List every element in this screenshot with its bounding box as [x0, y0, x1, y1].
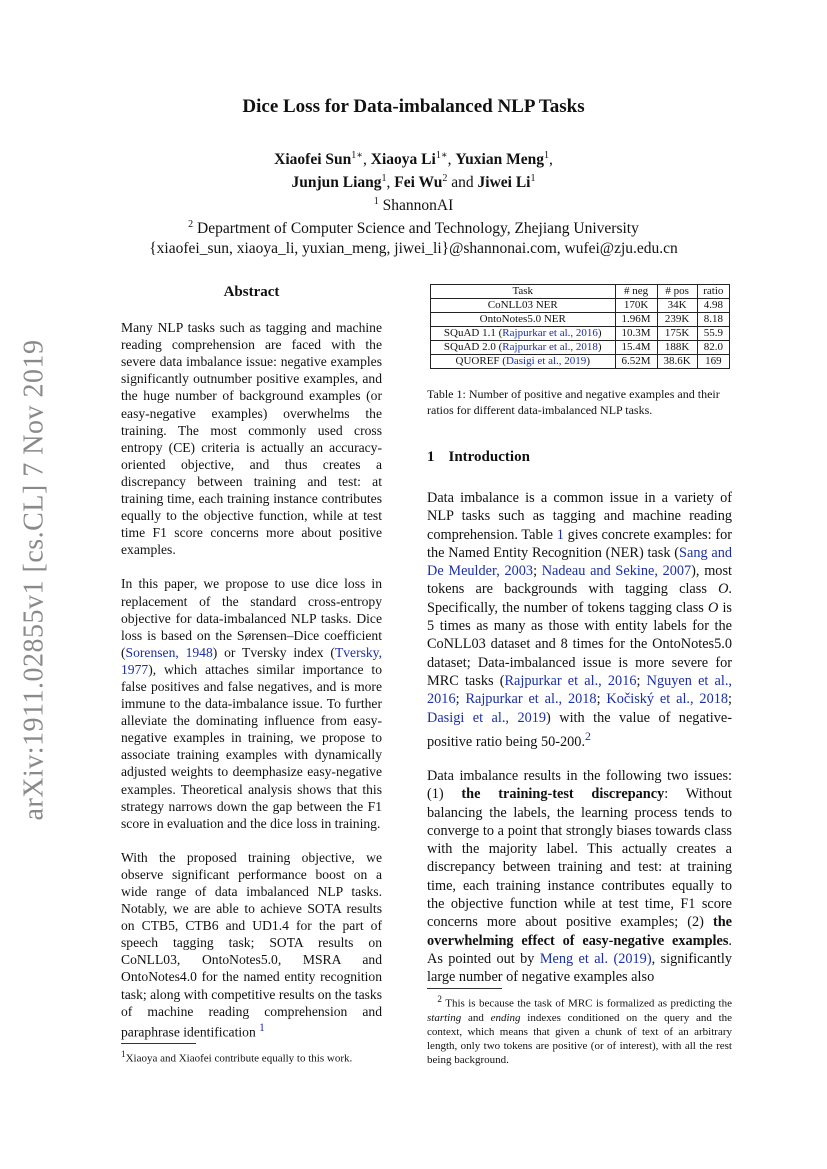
task-name: SQuAD 2.0 (	[443, 341, 503, 353]
text-span: ;	[728, 691, 732, 708]
neg-cell: 6.52M	[615, 355, 657, 369]
citation-link[interactable]: Sang and De Meulder, 2003	[427, 544, 733, 580]
table-header-row	[431, 285, 730, 299]
text-span: is 5 times as many as those with entity labels for the CoNLL03 dataset and 8 times for the OntoNotes5.0 dataset; Data-imbalanced issue is more severe for MRC tasks (	[427, 599, 732, 689]
text-span: . As pointed out by	[427, 932, 732, 967]
author-mark: 1∗	[435, 150, 448, 161]
author-name: Xiaoya Li	[370, 151, 436, 169]
footnote-2	[427, 992, 732, 1067]
pos-cell: 188K	[657, 341, 697, 355]
data-table	[430, 284, 730, 369]
citation-link[interactable]: Nguyen et al., 2016	[427, 672, 733, 708]
text-span: ) or Tversky index (	[212, 644, 335, 660]
footnote-text: indexes conditioned on the query and the context, which means that given a chunk of text of an arbitrary length, only two tokens are positive (or of interest), with all the rest being background.	[427, 1011, 733, 1066]
section-number: 1	[427, 449, 435, 465]
paren: )	[586, 355, 590, 367]
author-name: Yuxian Meng	[455, 151, 544, 169]
text-span: gives concrete examples: for the Named Entity Recognition (NER) task (	[427, 526, 732, 561]
citation-link[interactable]: Rajpurkar et al., 2018	[465, 691, 597, 708]
and-word: and	[451, 174, 474, 192]
footnote-text: This is because the task of MRC is formalized as predicting the	[445, 997, 732, 1010]
math-symbol: O	[718, 581, 729, 598]
citation-link[interactable]: Tversky, 1977	[121, 644, 382, 677]
abstract-paragraph-1: Many NLP tasks such as tagging and machine reading comprehension are faced with the severe data imbalance issue: negative examples significantly outnumber positive examples, and the huge number of background examples (or easy-negative examples) overwhelms the training. The most commonly used cross entropy (CE) criteria is actually an accuracy-oriented objective, and thus creates a discrepancy between training and test: at training time, each training instance contributes equally to the objective function, while at test time F1 score concerns more about positive examples.	[121, 320, 382, 558]
text-span: Data imbalance results in the following two issues: (1)	[427, 767, 732, 803]
text-span: In this paper, we propose to use dice loss in replacement of the standard cross-entropy objective for data-imbalanced NLP tasks. Dice loss is based on the Sørensen–Dice coefficient (	[121, 576, 382, 660]
abstract-paragraph-2	[121, 575, 382, 831]
column-header: ratio	[697, 285, 729, 299]
ratio-cell: 8.18	[697, 313, 729, 327]
text-span: ;	[596, 691, 607, 708]
italic-term: ending	[490, 1011, 521, 1024]
text-span: ;	[636, 672, 647, 689]
citation-link[interactable]: Rajpurkar et al., 2018	[502, 341, 598, 353]
footnote-mark: 2	[437, 994, 442, 1004]
ratio-cell: 169	[697, 355, 729, 369]
text-span: With the proposed training objective, we observe significant performance boost on a wide range of data imbalanced NLP tasks. Notably, we are able to achieve SOTA results on CTB5, CTB6 and UD1.4 for the part of speech tagging task; SOTA results on CoNLL03, OntoNotes5.0, MSRA and OntoNotes4.0 for the named entity recognition task; along with competitive results on the tasks of machine reading comprehension and paraphrase identification	[121, 849, 382, 1040]
paren: )	[597, 327, 602, 339]
author-name: Xiaofei Sun	[274, 151, 352, 169]
author-line-2: Junjun Liang$^1$, Fei Wu$^2$ and Jiwei Li$^1$	[291, 173, 536, 192]
table-row	[431, 313, 730, 327]
pos-cell: 38.6K	[657, 355, 697, 369]
citation-link[interactable]: Sorensen, 1948	[125, 644, 213, 660]
affiliation-name: ShannonAI	[382, 197, 454, 215]
table-row	[431, 355, 730, 369]
citation-link[interactable]: Rajpurkar et al., 2016	[502, 327, 598, 339]
ratio-cell: 82.0	[697, 341, 729, 355]
text-span: , significantly large number of negative examples also	[427, 950, 733, 986]
author-mark: 1	[530, 173, 536, 185]
pos-cell: 239K	[657, 313, 697, 327]
text-span: ), which attaches similar importance to false positives and false negatives, and is more immune to the data-imbalance issue. To further alleviate the dominating influence from easy-negative examples in training, we propose to associate training examples with dynamically adjusted weights to deemphasize easy-negative examples. Theoretical analysis shows that this strategy narrows down the gap between the F1 score in evaluation and the dice loss in training.	[121, 661, 382, 831]
italic-term: starting	[427, 1011, 462, 1024]
footnote-divider	[121, 1043, 196, 1044]
task-cell	[431, 327, 616, 341]
neg-cell: 170K	[615, 299, 657, 313]
table-row	[431, 327, 730, 341]
author-mark: 1∗	[351, 150, 364, 161]
section-heading	[427, 449, 530, 466]
task-cell	[431, 313, 616, 327]
author-name: Jiwei Li	[477, 174, 531, 192]
author-name: Fei Wu	[394, 174, 443, 192]
task-cell	[431, 299, 616, 313]
task-name: CoNLL03 NER	[487, 299, 558, 311]
column-header: Task	[431, 285, 616, 299]
task-cell	[431, 355, 616, 369]
footnote-text: and	[461, 1011, 491, 1024]
affiliation-1	[0, 192, 827, 215]
neg-cell: 15.4M	[615, 341, 657, 355]
task-name: QUOREF (	[455, 355, 506, 367]
text-span: ;	[455, 691, 466, 708]
table-1	[430, 284, 730, 369]
task-name: SQuAD 1.1 (	[443, 327, 503, 339]
footnote-1	[121, 1047, 391, 1066]
table-link[interactable]: 1	[556, 526, 564, 543]
neg-cell: 10.3M	[615, 327, 657, 341]
arxiv-id: arXiv:1911.02855v1 [cs.CL] 7 Nov 2019	[18, 339, 49, 821]
author-line-1: Xiaofei Sun$^{1∗}$, Xiaoya $Li^{1∗}$, Yuxian Meng$^1$,	[274, 150, 553, 169]
table-row	[431, 299, 730, 313]
text-span: ), most tokens are backgrounds with tagging class	[427, 563, 732, 598]
citation-link[interactable]: Dasigi et al., 2019	[427, 709, 547, 726]
footnote-divider	[427, 988, 502, 989]
neg-cell: 1.96M	[615, 313, 657, 327]
text-span: : Without balancing the labels, the learning process tends to converge to a point that strongly biases towards class with the majority label. This actually creates a discrepancy between training and test: at training time, each training instance contributes equally to the objective function while at test time, F1 score concerns more about positive examples; (2)	[427, 786, 732, 931]
author-mark: 1	[381, 173, 387, 185]
text-span: ;	[533, 563, 542, 580]
task-name: OntoNotes5.0 NER	[479, 313, 566, 325]
arxiv-watermark	[10, 300, 58, 860]
table-row	[431, 341, 730, 355]
column-header: # neg	[615, 285, 657, 299]
ratio-cell: 55.9	[697, 327, 729, 341]
author-name: Junjun Liang	[291, 174, 382, 192]
ratio-cell: 4.98	[697, 299, 729, 313]
affiliation-mark: 1	[373, 196, 379, 208]
author-mark: 1	[543, 150, 549, 161]
citation-link[interactable]: Dasigi et al., 2019	[505, 355, 587, 367]
citation-link[interactable]: Nadeau and Sekine, 2007	[541, 563, 692, 580]
citation-link[interactable]: Kočiský et al., 2018	[606, 691, 729, 708]
bold-term: the training-test discrepancy	[461, 786, 665, 803]
affiliation-2	[0, 215, 827, 238]
column-header: # pos	[657, 285, 697, 299]
task-cell	[431, 341, 616, 355]
text-span: Data imbalance is a common issue in a variety of NLP tasks such as tagging and machine reading comprehension. Table	[427, 490, 732, 543]
footnote-text: Xiaoya and Xiaofei contribute equally to this work.	[125, 1052, 353, 1065]
text-span: ) with the value of negative-positive ratio being 50-200.	[427, 709, 732, 750]
introduction-section	[427, 489, 732, 1002]
paren: )	[597, 341, 602, 353]
abstract-section	[121, 284, 382, 1057]
author-mark: 2	[442, 173, 448, 185]
bold-term: the overwhelming effect of easy-negative examples	[427, 914, 732, 949]
intro-paragraph-1	[427, 489, 732, 751]
footnote-link[interactable]: 1	[259, 1021, 265, 1034]
table-caption: Table 1: Number of positive and negative examples and their ratios for different data-imbalanced NLP tasks.	[427, 387, 720, 417]
math-symbol: O	[707, 599, 719, 616]
affiliation-mark: 2	[188, 219, 194, 231]
footnote-link[interactable]: 2	[585, 728, 591, 743]
pos-cell: 34K	[657, 299, 697, 313]
section-title: Introduction	[448, 449, 530, 465]
paper-title: Dice Loss for Data-imbalanced NLP Tasks	[242, 96, 585, 117]
abstract-paragraph-3	[121, 849, 382, 1041]
author-block	[0, 146, 827, 258]
citation-link[interactable]: Rajpurkar et al., 2016	[504, 672, 637, 689]
affiliation-name: Department of Computer Science and Technology, Zhejiang University	[197, 220, 639, 238]
author-emails: {xiaofei_sun, xiaoya_li, yuxian_meng, jiwei_li}@shannonai.com, wufei@zju.edu.cn	[149, 239, 678, 257]
intro-paragraph-2	[427, 767, 732, 987]
abstract-heading: Abstract	[223, 284, 280, 300]
pos-cell: 175K	[657, 327, 697, 341]
text-span: . Specifically, the number of tokens tagging class	[427, 581, 732, 616]
citation-link[interactable]: Meng et al. (2019)	[539, 950, 652, 967]
footnote-mark: 1	[121, 1049, 126, 1059]
